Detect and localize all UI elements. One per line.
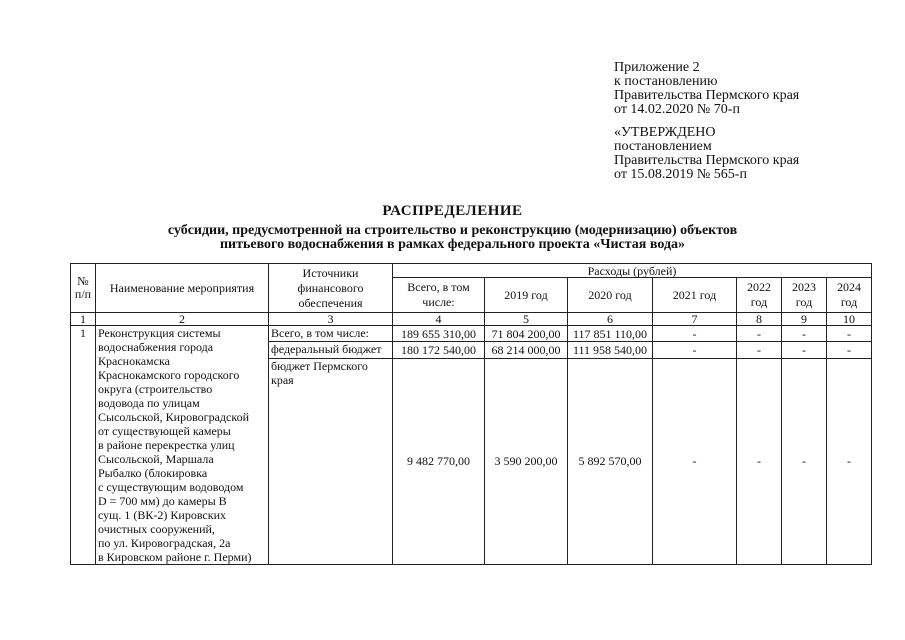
- event-name-line: водовода по улицам: [98, 396, 200, 410]
- header-2023: 2023 год: [782, 278, 827, 313]
- column-number: 2: [96, 313, 269, 326]
- appendix-line: к постановлению: [614, 74, 718, 89]
- header-2021: 2021 год: [653, 278, 737, 313]
- header-expenses: Расходы (рублей): [393, 264, 872, 278]
- appendix-line: Правительства Пермского края: [614, 88, 800, 103]
- distribution-table: [70, 263, 872, 565]
- source-regional-line: края: [271, 372, 294, 387]
- value-2024: -: [827, 358, 872, 564]
- value-2023: -: [782, 342, 827, 358]
- column-number: 6: [568, 313, 653, 326]
- row-index: 1: [71, 326, 96, 565]
- value-2019: 71 804 200,00: [485, 326, 568, 342]
- event-name-line: Реконструкция системы: [98, 326, 221, 340]
- source-total-label: Всего, в том числе:: [269, 326, 393, 342]
- value-2019: 68 214 000,00: [485, 342, 568, 358]
- event-name-line: Краснокамского городского: [98, 368, 240, 382]
- source-regional-label: [269, 358, 393, 564]
- value-2021: -: [653, 358, 737, 564]
- column-number: 10: [827, 313, 872, 326]
- event-name-line: по ул. Кировоградская, 2а: [98, 536, 231, 550]
- column-number: 5: [485, 313, 568, 326]
- event-name-line: от существующей камеры: [98, 424, 231, 438]
- value-2022: -: [737, 342, 782, 358]
- event-name-line: сущ. 1 (ВК-2) Кировских: [98, 508, 227, 522]
- subtitle-line: питьевого водоснабжения в рамках федерального проекта «Чистая вода»: [219, 237, 686, 252]
- table-row: [71, 326, 872, 342]
- value-2020: 117 851 110,00: [568, 326, 653, 342]
- value-2021: -: [653, 326, 737, 342]
- value-2023: -: [782, 358, 827, 564]
- value-2022: -: [737, 326, 782, 342]
- approval-line: «УТВЕРЖДЕНО: [614, 125, 716, 140]
- subtitle-line: субсидии, предусмотренной на строительство и реконструкцию (модернизацию) объектов: [167, 223, 738, 238]
- header-total: Всего, в том числе:: [393, 278, 485, 313]
- column-number: 4: [393, 313, 485, 326]
- event-name-line: в Кировском районе г. Перми): [98, 550, 252, 564]
- value-2020: 5 892 570,00: [568, 358, 653, 564]
- document-title: РАСПРЕДЕЛЕНИЕ: [382, 203, 523, 219]
- event-name-line: округа (строительство: [98, 382, 213, 396]
- column-number: 7: [653, 313, 737, 326]
- column-number: 8: [737, 313, 782, 326]
- event-name-line: водоснабжения города: [98, 340, 214, 354]
- column-number: 9: [782, 313, 827, 326]
- value-2020: 111 958 540,00: [568, 342, 653, 358]
- value-total: 9 482 770,00: [393, 358, 485, 564]
- appendix-line: Приложение 2: [614, 60, 700, 75]
- appendix-line: от 14.02.2020 № 70-п: [614, 102, 740, 117]
- value-2021: -: [653, 342, 737, 358]
- column-number: 1: [71, 313, 96, 326]
- header-2024: 2024 год: [827, 278, 872, 313]
- event-name: [96, 326, 269, 565]
- value-2019: 3 590 200,00: [485, 358, 568, 564]
- value-2022: -: [737, 358, 782, 564]
- header-2020: 2020 год: [568, 278, 653, 313]
- event-name-line: Сысольской, Маршала: [98, 452, 214, 466]
- header-2019: 2019 год: [485, 278, 568, 313]
- approval-header: [614, 126, 799, 182]
- event-name-line: D = 700 мм) до камеры В: [98, 494, 227, 508]
- event-name-line: Рыбалко (блокировка: [98, 466, 208, 480]
- event-name-line: очистных сооружений,: [98, 522, 215, 536]
- header-num: № п/п: [71, 264, 96, 313]
- appendix-header: [614, 61, 799, 117]
- event-name-line: в районе перекрестка улиц: [98, 438, 235, 452]
- value-2024: -: [827, 326, 872, 342]
- column-number: 3: [269, 313, 393, 326]
- event-name-line: Сысольской, Кировоградской: [98, 410, 249, 424]
- header-2022: 2022 год: [737, 278, 782, 313]
- value-total: 180 172 540,00: [393, 342, 485, 358]
- value-total: 189 655 310,00: [393, 326, 485, 342]
- event-name-line: Краснокамска: [98, 354, 170, 368]
- value-2023: -: [782, 326, 827, 342]
- header-name: Наименование мероприятия: [96, 264, 269, 313]
- event-name-line: с существующим водоводом: [98, 480, 244, 494]
- column-number-row: [71, 313, 872, 326]
- document-subtitle: [0, 224, 905, 252]
- source-federal-label: федеральный бюджет: [269, 342, 393, 358]
- header-sources: Источники финансового обеспечения: [269, 264, 393, 313]
- approval-line: постановлением: [614, 139, 712, 154]
- value-2024: -: [827, 342, 872, 358]
- approval-line: от 15.08.2019 № 565-п: [614, 167, 747, 182]
- approval-line: Правительства Пермского края: [614, 153, 800, 168]
- source-regional-line: бюджет Пермского: [271, 358, 368, 373]
